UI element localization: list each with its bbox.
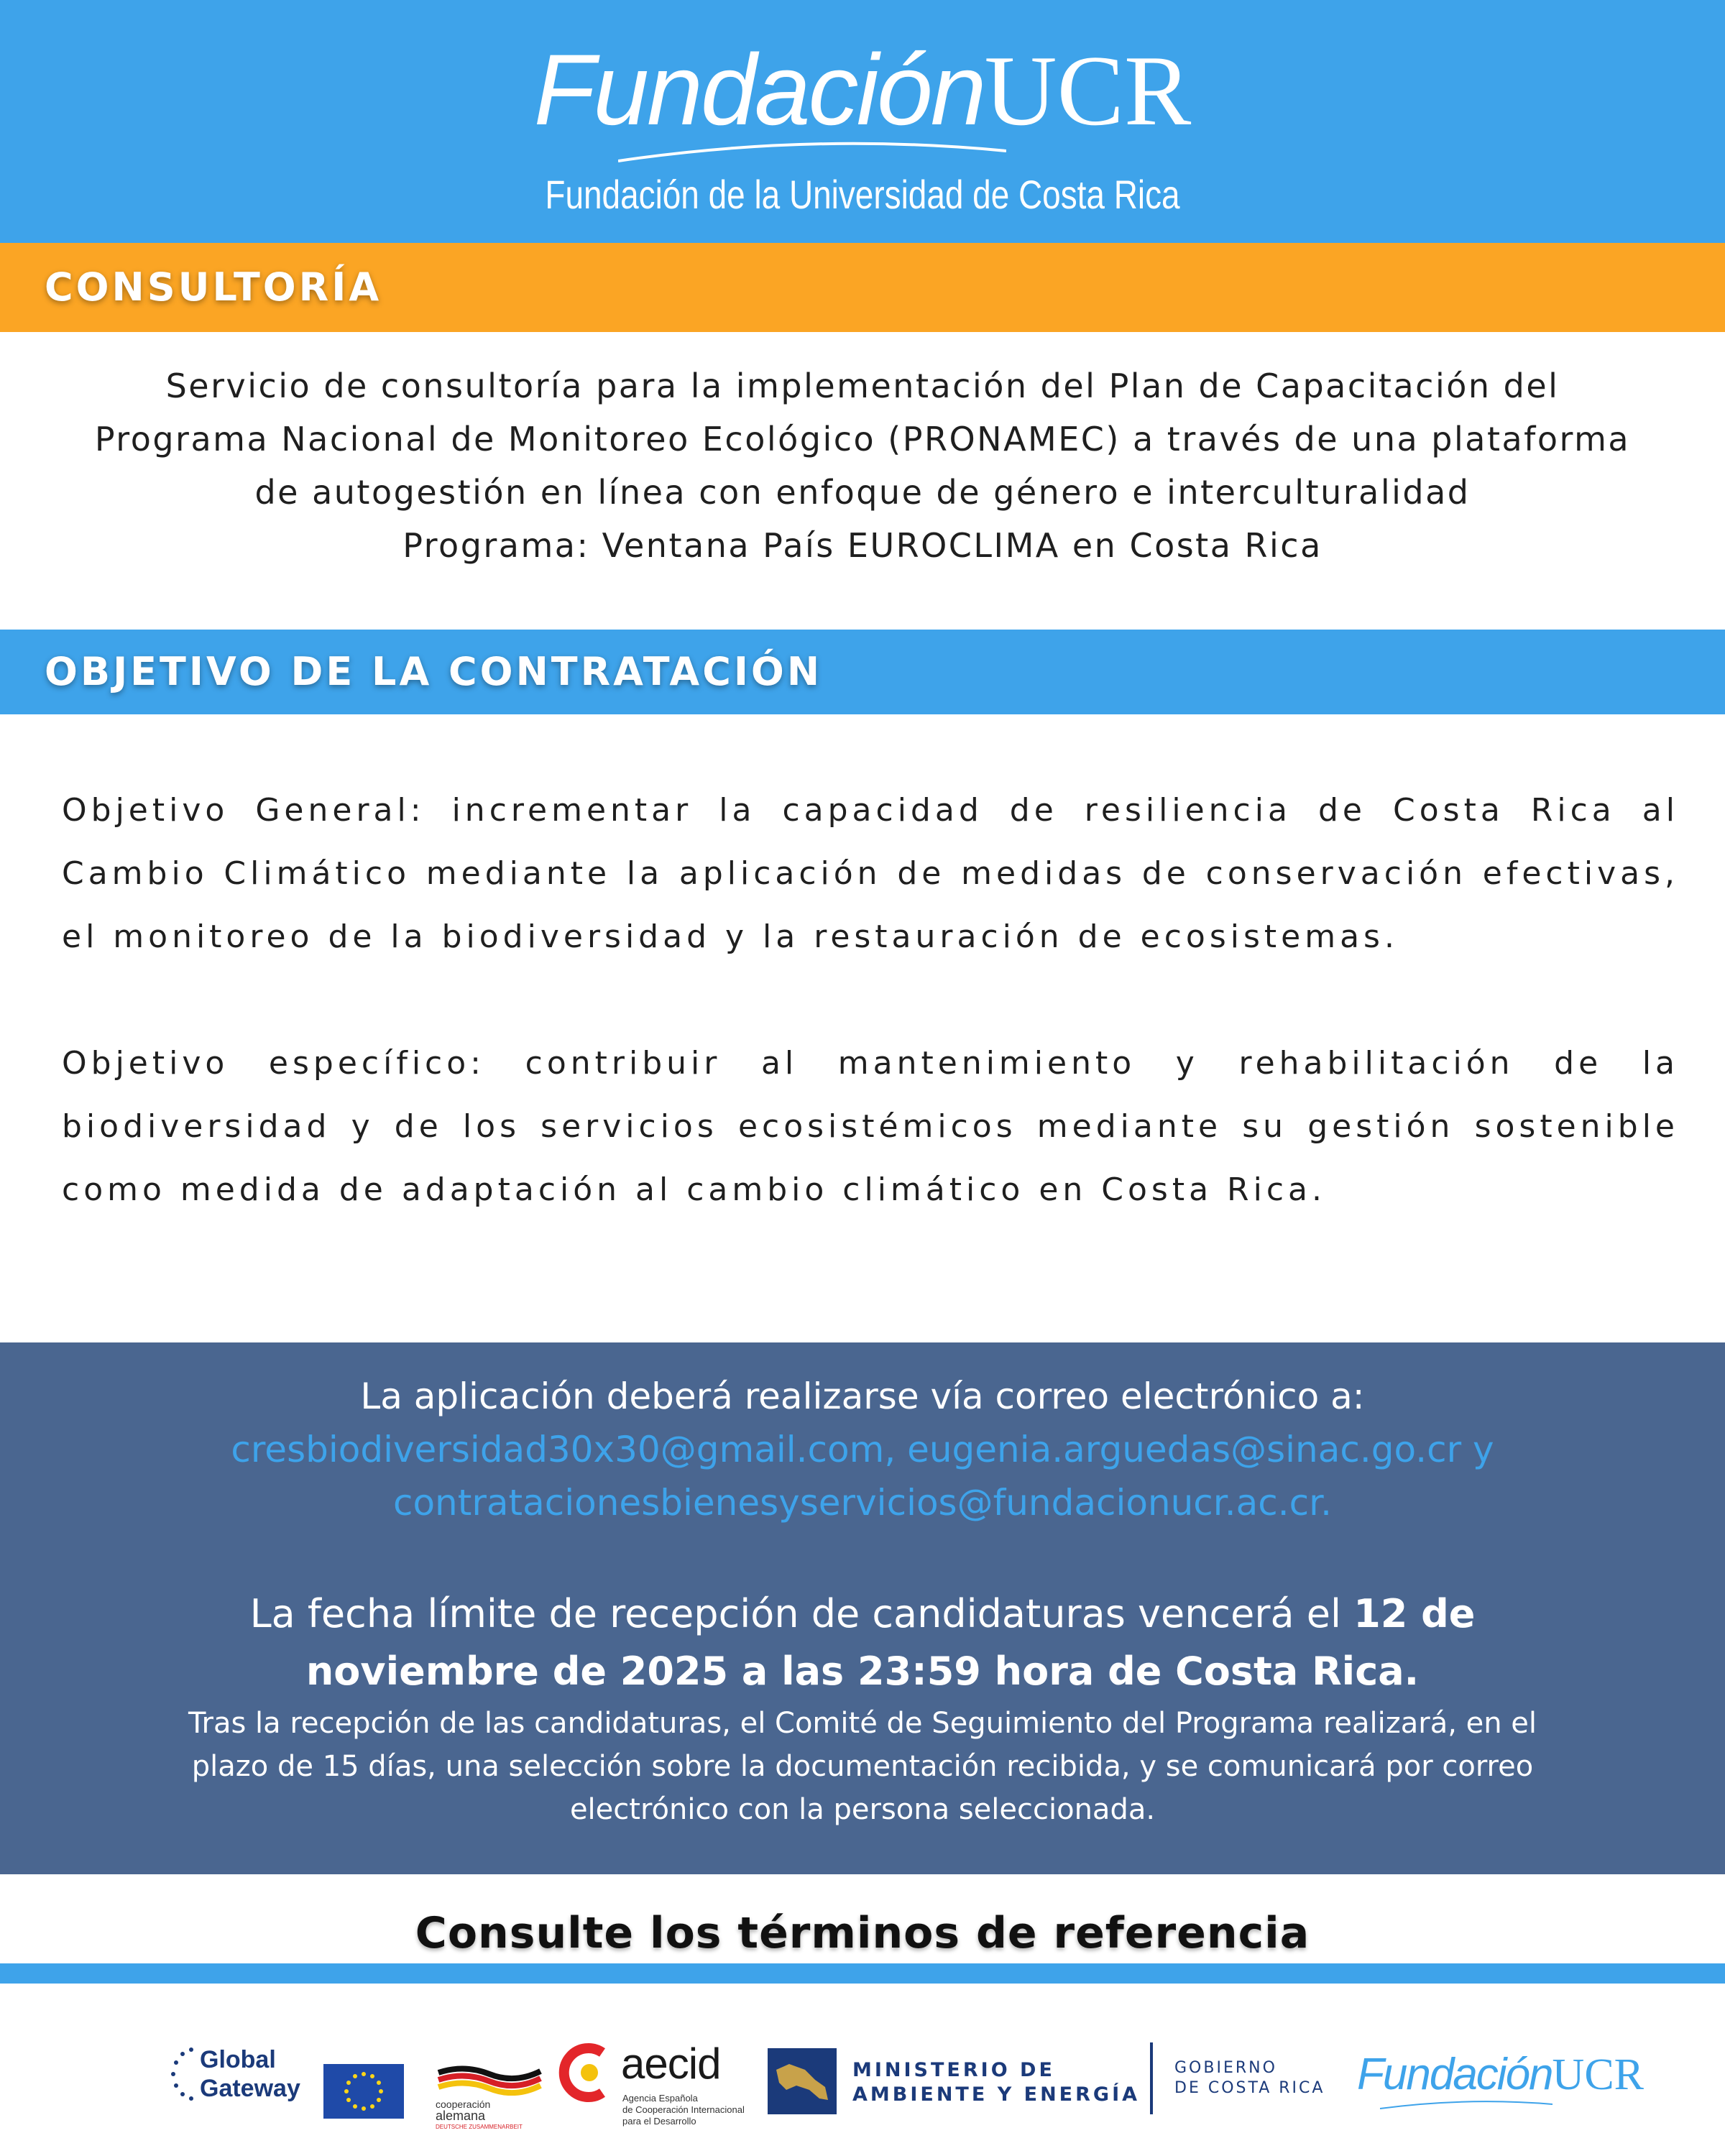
cooperacion-line: cooperación (436, 2099, 491, 2110)
deadline-line-1 (0, 1585, 1725, 1643)
aecid-name: aecid (621, 2040, 721, 2088)
logo-swoosh-icon (618, 137, 1006, 165)
aecid-logo (558, 2042, 752, 2136)
cooperacion-alemana-logo (436, 2064, 543, 2133)
costa-rica-map-icon (768, 2048, 837, 2114)
header-subtitle: Fundación de la Universidad de Costa Rica (545, 172, 1180, 217)
star-arc-icon (170, 2045, 198, 2103)
email-links-line-1[interactable]: cresbiodiversidad30x30@gmail.com, eugenia.arguedas@sinac.go.cr y (231, 1429, 1494, 1470)
footer-divider (0, 1963, 1725, 1984)
deadline-prefix: La fecha límite de recepción de candidaturas vencerá el (249, 1591, 1354, 1636)
deadline-date-part-1: 12 de (1353, 1591, 1476, 1636)
minae-line: AMBIENTE Y ENERGÍA (852, 2083, 1141, 2106)
selection-note-line: plazo de 15 días, una selección sobre la documentación recibida, y se comunicará por correo (191, 1750, 1534, 1783)
application-panel (0, 1342, 1725, 1874)
consultoria-line: de autogestión en línea con enfoque de género e interculturalidad (254, 473, 1471, 512)
fundacion-ucr-small-logo (1357, 2050, 1644, 2100)
aecid-subtitle-line: de Cooperación Internacional (622, 2104, 745, 2115)
partner-logos (0, 1984, 1725, 2156)
header-banner (0, 0, 1725, 243)
terms-of-reference-link[interactable]: Consulte los términos de referencia (415, 1908, 1310, 1958)
cooperacion-line: DEUTSCHE ZUSAMMENARBEIT (436, 2124, 523, 2130)
selection-note-line: Tras la recepción de las candidaturas, el Comité de Seguimiento del Programa realizará, en el (188, 1707, 1537, 1740)
logo-fundacion-text: Fundación (533, 33, 985, 146)
consultoria-line: Servicio de consultoría para la implementación del Plan de Capacitación del (165, 367, 1560, 405)
logo-separator (1150, 2042, 1153, 2114)
cooperacion-line: alemana (436, 2109, 486, 2123)
consultoria-description (43, 359, 1682, 572)
minae-line: MINISTERIO DE (852, 2059, 1055, 2081)
consultoria-heading: CONSULTORÍA (0, 243, 1725, 332)
fucr-fundacion-text: Fundación (1357, 2050, 1552, 2099)
eu-flag-icon (323, 2064, 404, 2119)
aecid-subtitle-line: para el Desarrollo (622, 2116, 696, 2127)
logo-ucr-text: UCR (984, 35, 1192, 147)
gobierno-costa-rica-logo (1174, 2058, 1325, 2099)
german-flag-wave-icon (436, 2064, 543, 2096)
global-gateway-line: Gateway (200, 2075, 300, 2102)
objetivo-especifico: Objetivo específico: contribuir al mantenimiento y rehabilitación de la biodiversidad y de los servicios ecosistémicos mediante su gestión sostenible como medida de adaptación al cambio climático en Costa Rica. (62, 1045, 1679, 1208)
objetivo-heading: OBJETIVO DE LA CONTRATACIÓN (0, 630, 1725, 714)
application-label: La aplicación deberá realizarse vía correo electrónico a: (360, 1376, 1365, 1417)
consultoria-line: Programa: Ventana País EUROCLIMA en Costa Rica (402, 526, 1322, 565)
gobierno-line: GOBIERNO (1174, 2059, 1277, 2077)
aecid-subtitle-line: Agencia Española (622, 2093, 698, 2104)
minae-logo (768, 2048, 1141, 2120)
fucr-ucr-text: UCR (1552, 2050, 1644, 2099)
email-links-line-2[interactable]: contratacionesbienesyservicios@fundacionucr.ac.cr. (392, 1482, 1333, 1524)
global-gateway-line: Global (200, 2046, 276, 2073)
gobierno-line: DE COSTA RICA (1174, 2079, 1325, 2097)
objetivo-general: Objetivo General: incrementar la capacidad de resiliencia de Costa Rica al Cambio Climático mediante la aplicación de medidas de conservación efectivas, el monitoreo de la biodiversidad y la restauración de ecosistemas. (62, 792, 1679, 955)
selection-note-line: electrónico con la persona seleccionada. (569, 1793, 1156, 1826)
aecid-emblem-icon (558, 2042, 615, 2103)
fucr-swoosh-icon (1380, 2099, 1552, 2110)
fundacion-ucr-logo (0, 33, 1725, 147)
consultoria-line: Programa Nacional de Monitoreo Ecológico (PRONAMEC) a través de una plataforma (94, 420, 1631, 459)
deadline-date-part-2: noviembre de 2025 a las 23:59 hora de Costa Rica. (305, 1649, 1420, 1694)
